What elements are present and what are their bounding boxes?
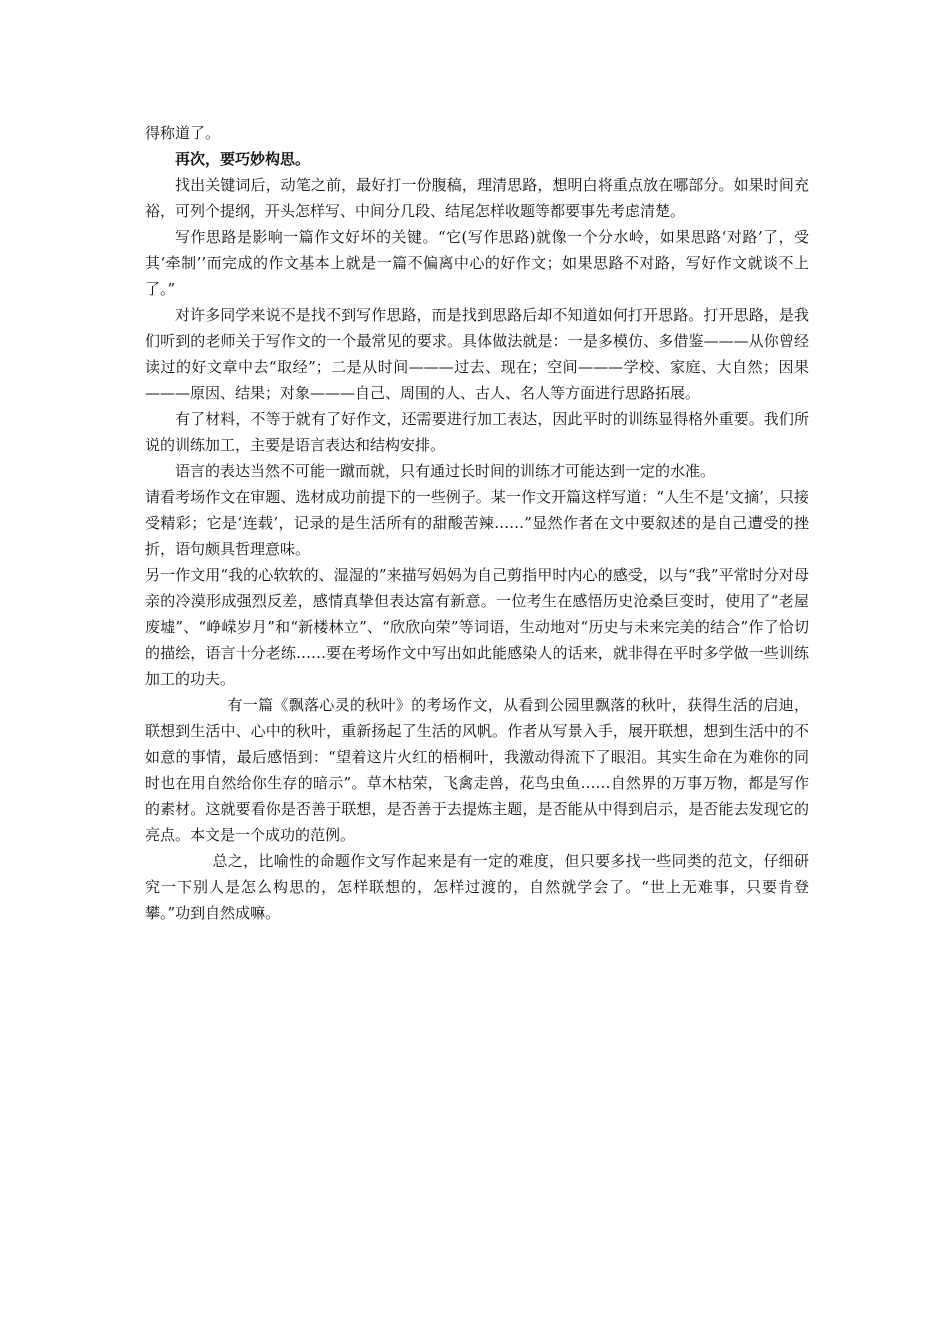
- paragraph: 另一作文用“我的心软软的、湿湿的”来描写妈妈为自己剪指甲时内心的感受，以与“我”平常时分对母亲的冷漠形成强烈反差，感情真挚但表达富有新意。一位考生在感悟历史沧桑巨变时，使用了“老屋废墟”、“峥嵘岁月”和“新楼林立”、“欣欣向荣”等词语，生动地对“历史与未来完美的结合”作了恰切的描绘，语言十分老练……要在考场作文中写出如此能感染人的话来，就非得在平时多学做一些训练加工的功夫。: [145, 566, 809, 688]
- body-text: [145, 120, 809, 926]
- section-heading: 再次，要巧妙构思。: [175, 150, 311, 168]
- paragraph: 对许多同学来说不是找不到写作思路，而是找到思路后却不知道如何打开思路。打开思路，是我们听到的老师关于写作文的一个最常见的要求。具体做法就是：一是多模仿、多借鉴———从你曾经读过的好文章中去“取经”；二是从时间———过去、现在；空间———学校、家庭、大自然；因果———原因、结果；对象———自己、周围的人、古人、名人等方面进行思路拓展。: [145, 306, 809, 402]
- paragraph: 找出关键词后，动笔之前，最好打一份腹稿，理清思路，想明白将重点放在哪部分。如果时间充裕，可列个提纲，开头怎样写、中间分几段、结尾怎样收题等都要事先考虑清楚。: [145, 176, 809, 220]
- paragraph: 有一篇《飘落心灵的秋叶》的考场作文，从看到公园里飘落的秋叶，获得生活的启迪，联想到生活中、心中的秋叶，重新扬起了生活的风帆。作者从写景入手，展开联想，想到生活中的不如意的事情，最后感悟到：“望着这片火红的梧桐叶，我激动得流下了眼泪。其实生命在为难你的同时也在用自然给你生存的暗示”。草木枯荣，飞禽走兽，花鸟虫鱼……自然界的万事万物，都是写作的素材。这就要看你是否善于联想，是否善于去提炼主题，是否能从中得到启示，是否能去发现它的亮点。本文是一个成功的范例。: [145, 696, 809, 844]
- paragraph: 请看考场作文在审题、选材成功前提下的一些例子。某一作文开篇这样写道：“人生不是‘文摘’，只接受精彩；它是‘连载’，记录的是生活所有的甜酸苦辣……”显然作者在文中要叙述的是自己遭受的挫折，语句颇具哲理意味。: [145, 488, 809, 558]
- paragraph: 写作思路是影响一篇作文好坏的关键。“它(写作思路)就像一个分水岭，如果思路‘对路’了，受其‘牵制’’而完成的作文基本上就是一篇不偏离中心的好作文；如果思路不对路，写好作文就谈不上了。”: [145, 228, 809, 298]
- paragraph: 有了材料，不等于就有了好作文，还需要进行加工表达，因此平时的训练显得格外重要。我们所说的训练加工，主要是语言表达和结构安排。: [145, 410, 809, 454]
- paragraph: 总之，比喻性的命题作文写作起来是有一定的难度，但只要多找一些同类的范文，仔细研究一下别人是怎么构思的，怎样联想的，怎样过渡的，自然就学会了。“世上无难事，只要肯登攀。”功到自然成嘛。: [145, 852, 809, 922]
- paragraph: 语言的表达当然不可能一蹴而就，只有通过长时间的训练才可能达到一定的水准。: [175, 462, 716, 480]
- paragraph-continuation: 得称道了。: [145, 124, 221, 142]
